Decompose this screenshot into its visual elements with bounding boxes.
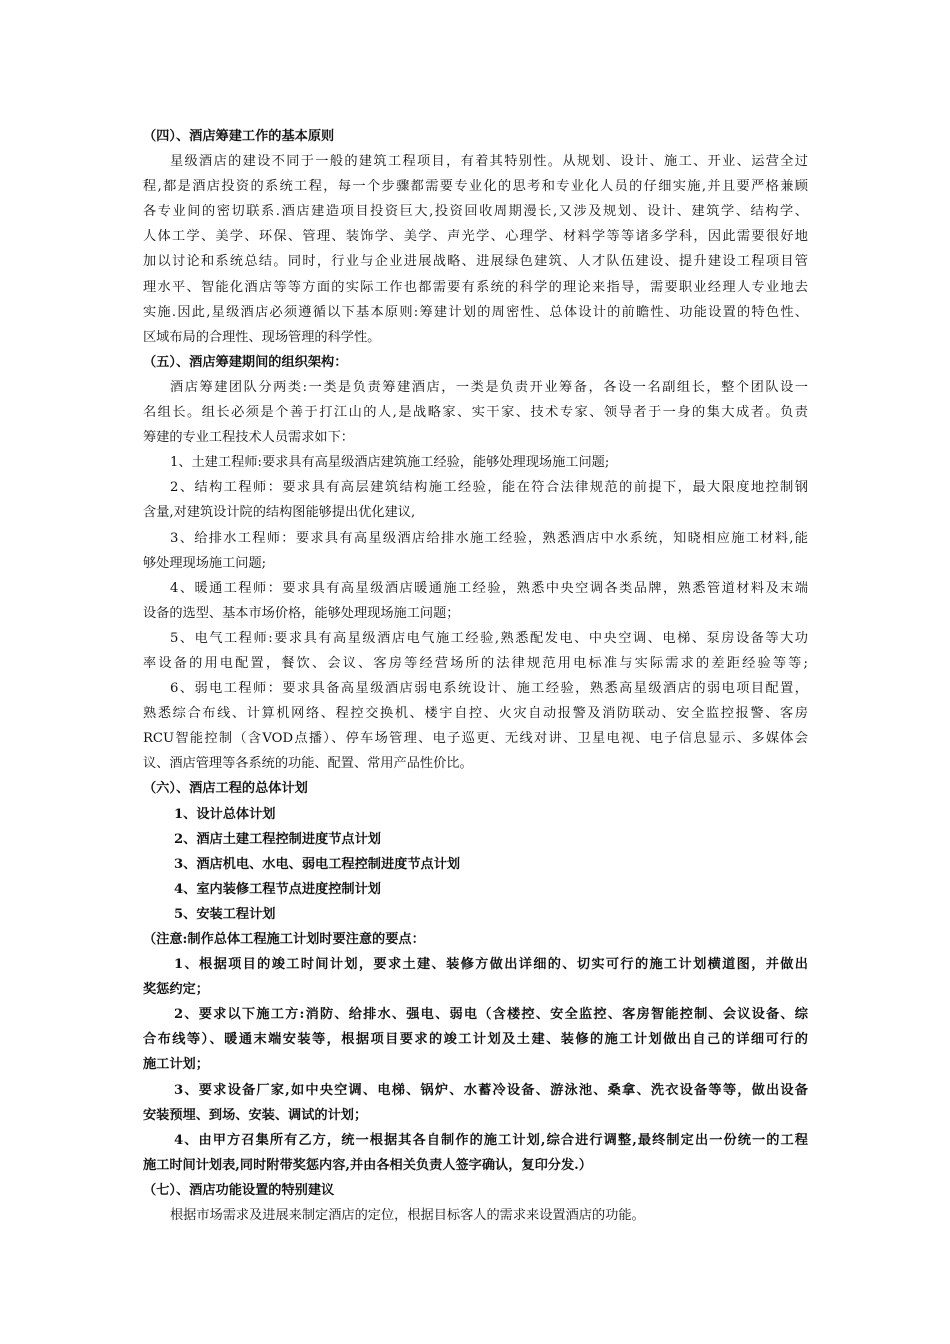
section-4-line: 程,都是酒店投资的系统工程，每一个步骤都需要专业化的思考和专业化人员的仔细实施,并且要严格兼顾 <box>143 179 808 195</box>
section-6-heading: （六）、酒店工程的总体计划 <box>143 781 308 797</box>
note-line: 4、由甲方召集所有乙方，统一根据其各自制作的施工计划,综合进行调整,最终制定出一份统一的工程 <box>174 1132 808 1148</box>
section-5-line: 5、电气工程师:要求具有高星级酒店电气施工经验,熟悉配发电、中央空调、电梯、泵房设备等大功 <box>170 630 808 646</box>
note-line: 施工时间计划表,同时附带奖惩内容,并由各相关负责人签字确认，复印分发.） <box>143 1157 592 1173</box>
section-5-line: 名组长。组长必须是个善于打江山的人,是战略家、实干家、技术专家、领导者于一身的集大成者。负责 <box>143 405 808 421</box>
section-5-line: 率设备的用电配置，餐饮、会议、客房等经营场所的法律规范用电标准与实际需求的差距经验等等; <box>143 655 808 671</box>
section-4-line: 区域布局的合理性、现场管理的科学性。 <box>143 329 381 345</box>
document-page <box>143 124 808 1228</box>
note-line: 3、要求设备厂家,如中央空调、电梯、锅炉、水蓄冷设备、游泳池、桑拿、洗衣设备等等，做出设备 <box>174 1082 808 1098</box>
note-line: 2、要求以下施工方:消防、给排水、强电、弱电（含楼控、安全监控、客房智能控制、会议设备、综 <box>174 1007 808 1023</box>
section-5-line: 够处理现场施工问题; <box>143 555 267 571</box>
plan-item: 1、设计总体计划 <box>174 806 276 822</box>
section-5-line: RCU智能控制（含VOD点播）、停车场管理、电子巡更、无线对讲、卫星电视、电子信息显示、多媒体会 <box>143 731 808 747</box>
section-5-line: 含量,对建筑设计院的结构图能够提出优化建议, <box>143 505 416 521</box>
plan-item: 5、安装工程计划 <box>174 906 276 922</box>
section-4-line: 实施.因此,星级酒店必须遵循以下基本原则:筹建计划的周密性、总体设计的前瞻性、功能设置的特色性、 <box>143 304 808 320</box>
section-5-line: 4、暖通工程师：要求具有高星级酒店暖通施工经验，熟悉中央空调各类品牌，熟悉管道材料及末端 <box>170 580 808 596</box>
section-5-line: 酒店筹建团队分两类:一类是负责筹建酒店，一类是负责开业筹备，各设一名副组长，整个团队设一 <box>170 379 808 395</box>
note-line: 施工计划； <box>143 1057 209 1073</box>
section-5-line: 1、土建工程师:要求具有高星级酒店建筑施工经验，能够处理现场施工问题; <box>170 455 610 471</box>
plan-item: 3、酒店机电、水电、弱电工程控制进度节点计划 <box>174 856 461 872</box>
section-5-line: 设备的选型、基本市场价格，能够处理现场施工问题； <box>143 605 460 621</box>
section-5-line: 3、给排水工程师：要求具有高星级酒店给排水施工经验，熟悉酒店中水系统，知晓相应施工材料,能 <box>170 530 808 546</box>
section-4-heading: （四）、酒店筹建工作的基本原则 <box>143 129 335 144</box>
note-line: 奖惩约定； <box>143 982 209 998</box>
section-5-heading: （五）、酒店筹建期间的组织架构： <box>143 354 348 370</box>
section-4-line: 人体工学、美学、环保、管理、装饰学、美学、声光学、心理学、材料学等等诸多学科，因此需要很好地 <box>143 229 808 245</box>
note-heading: （注意:制作总体工程施工计划时要注意的要点： <box>143 932 425 947</box>
section-7-heading: （七）、酒店功能设置的特别建议 <box>143 1182 335 1198</box>
plan-item: 2、酒店土建工程控制进度节点计划 <box>174 831 381 847</box>
section-5-line: 2、结构工程师：要求具有高层建筑结构施工经验，能在符合法律规范的前提下，最大限度地控制钢 <box>170 480 808 496</box>
section-7-line: 根据市场需求及进展来制定酒店的定位，根据目标客人的需求来设置酒店的功能。 <box>170 1208 645 1224</box>
plan-item: 4、室内装修工程节点进度控制计划 <box>174 881 381 897</box>
note-line: 合布线等）、暖通末端安装等，根据项目要求的竣工计划及土建、装修的施工计划做出自己的详细可行的 <box>143 1032 808 1048</box>
section-4-line: 加以讨论和系统总结。同时，行业与企业进展战略、进展绿色建筑、人才队伍建设、提升建设工程项目管 <box>143 254 808 270</box>
section-5-line: 熟悉综合布线、计算机网络、程控交换机、楼宇自控、火灾自动报警及消防联动、安全监控报警、客房 <box>143 706 808 722</box>
section-4-line: 星级酒店的建设不同于一般的建筑工程项目，有着其特别性。从规划、设计、施工、开业、运营全过 <box>170 154 808 170</box>
section-5-line: 6、弱电工程师：要求具备高星级酒店弱电系统设计、施工经验，熟悉高星级酒店的弱电项目配置， <box>170 681 808 697</box>
section-4-line: 各专业间的密切联系.酒店建造项目投资巨大,投资回收周期漫长,又涉及规划、设计、建筑学、结构学、 <box>143 204 808 220</box>
section-4-line: 理水平、智能化酒店等等方面的实际工作也都需要有系统的科学的理论来指导，需要职业经理人专业地去 <box>143 279 808 295</box>
note-line: 安装预埋、到场、安装、调试的计划； <box>143 1107 368 1123</box>
section-5-line: 筹建的专业工程技术人员需求如下： <box>143 430 354 446</box>
note-line: 1、根据项目的竣工时间计划，要求土建、装修方做出详细的、切实可行的施工计划横道图，并做出 <box>174 957 808 973</box>
section-5-line: 议、酒店管理等各系统的功能、配置、常用产品性价比。 <box>143 756 473 772</box>
